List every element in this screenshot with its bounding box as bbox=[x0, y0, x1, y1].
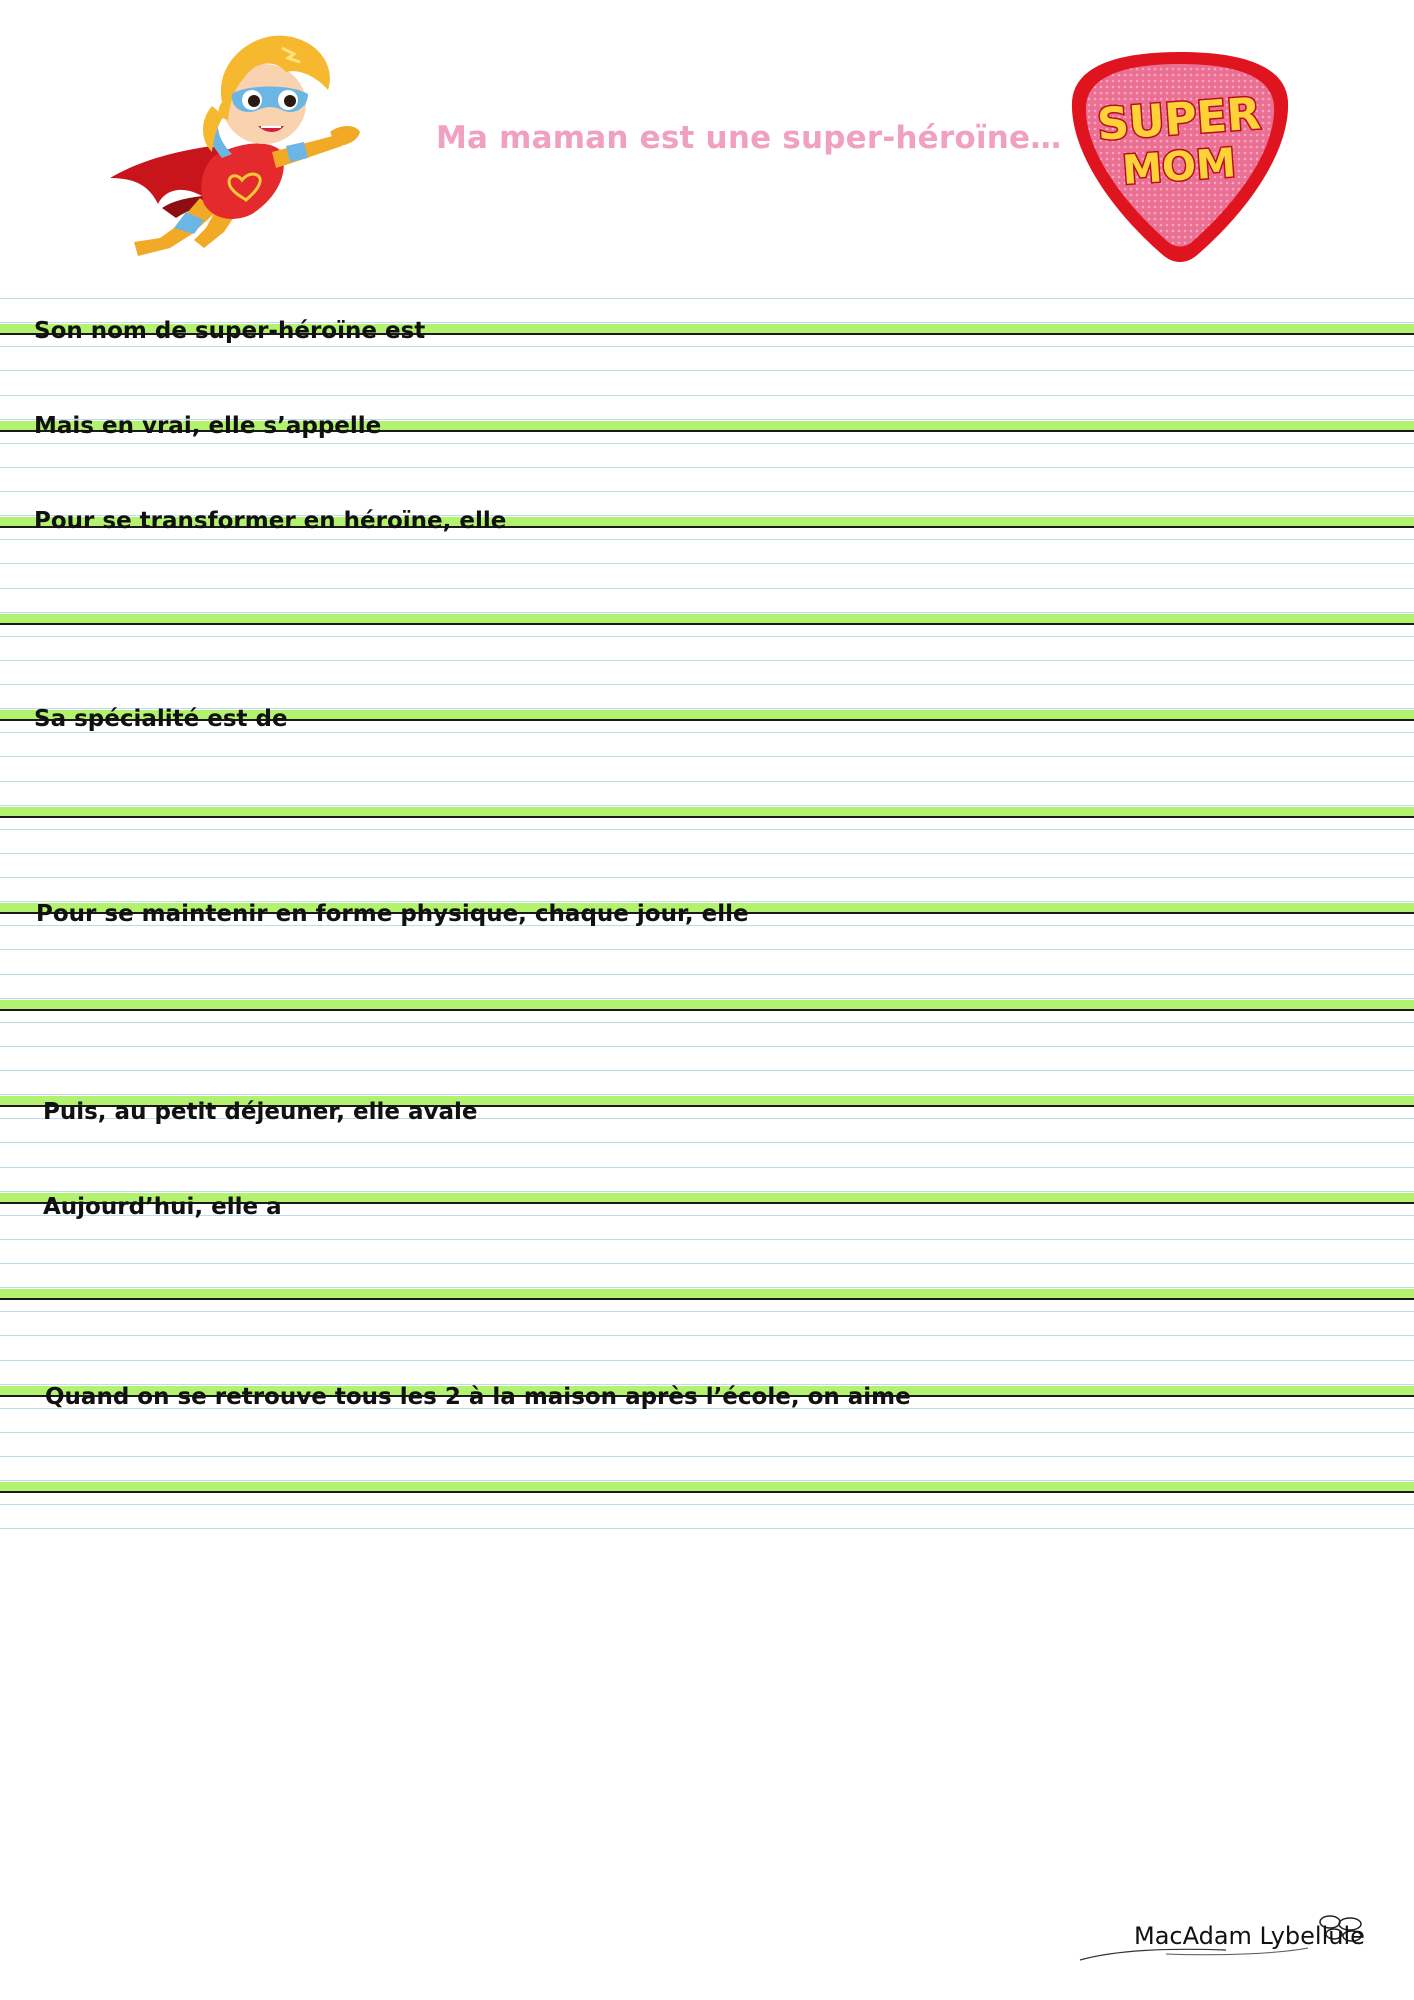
ruled-guide-line bbox=[0, 588, 1414, 589]
writing-baseline bbox=[0, 1491, 1414, 1493]
prompt-real-name: Mais en vrai, elle s’appelle bbox=[34, 413, 382, 439]
prompt-speciality: Sa spécialité est de bbox=[34, 706, 288, 732]
ruled-guide-line bbox=[0, 298, 1414, 299]
ruled-guide-line bbox=[0, 1239, 1414, 1240]
ruled-guide-line bbox=[0, 1263, 1414, 1264]
prompt-today: Aujourd’hui, elle a bbox=[43, 1194, 282, 1220]
writing-band bbox=[0, 807, 1414, 816]
flying-superheroine-illustration bbox=[104, 28, 384, 264]
writing-band bbox=[0, 614, 1414, 623]
writing-band bbox=[0, 1289, 1414, 1298]
ruled-guide-line bbox=[0, 1142, 1414, 1143]
super-mom-badge bbox=[1068, 48, 1292, 266]
ruled-guide-line bbox=[0, 370, 1414, 371]
ruled-guide-line bbox=[0, 443, 1414, 444]
logo-text: MacAdam Lybellule bbox=[1134, 1922, 1365, 1950]
ruled-guide-line bbox=[0, 491, 1414, 492]
ruled-guide-line bbox=[0, 1480, 1414, 1481]
ruled-guide-line bbox=[0, 756, 1414, 757]
ruled-guide-line bbox=[0, 1311, 1414, 1312]
writing-band bbox=[0, 1482, 1414, 1491]
writing-baseline bbox=[0, 623, 1414, 625]
ruled-guide-line bbox=[0, 1456, 1414, 1457]
ruled-guide-line bbox=[0, 1022, 1414, 1023]
page-title: Ma maman est une super-héroïne… bbox=[436, 120, 1062, 156]
ruled-guide-line bbox=[0, 1094, 1414, 1095]
ruled-guide-line bbox=[0, 974, 1414, 975]
ruled-guide-line bbox=[0, 805, 1414, 806]
ruled-guide-line bbox=[0, 346, 1414, 347]
ruled-guide-line bbox=[0, 949, 1414, 950]
writing-band bbox=[0, 1000, 1414, 1009]
ruled-guide-line bbox=[0, 1528, 1414, 1529]
ruled-guide-line bbox=[0, 563, 1414, 564]
ruled-guide-line bbox=[0, 1432, 1414, 1433]
macadam-lybellule-logo bbox=[1076, 1910, 1376, 1970]
writing-baseline bbox=[0, 1298, 1414, 1300]
ruled-guide-line bbox=[0, 732, 1414, 733]
ruled-guide-line bbox=[0, 539, 1414, 540]
ruled-guide-line bbox=[0, 877, 1414, 878]
prompt-after-school: Quand on se retrouve tous les 2 à la maison après l’école, on aime bbox=[45, 1384, 911, 1410]
ruled-guide-line bbox=[0, 660, 1414, 661]
ruled-guide-line bbox=[0, 1167, 1414, 1168]
prompt-fitness: Pour se maintenir en forme physique, chaque jour, elle bbox=[36, 901, 749, 927]
ruled-guide-line bbox=[0, 395, 1414, 396]
ruled-guide-line bbox=[0, 781, 1414, 782]
ruled-guide-line bbox=[0, 636, 1414, 637]
ruled-guide-line bbox=[0, 1335, 1414, 1336]
ruled-guide-line bbox=[0, 1360, 1414, 1361]
prompt-transformation: Pour se transformer en héroïne, elle bbox=[34, 508, 507, 534]
ruled-guide-line bbox=[0, 1287, 1414, 1288]
prompt-hero-name: Son nom de super-héroïne est bbox=[34, 318, 426, 344]
ruled-guide-line bbox=[0, 467, 1414, 468]
ruled-guide-line bbox=[0, 684, 1414, 685]
ruled-guide-line bbox=[0, 1191, 1414, 1192]
writing-baseline bbox=[0, 1009, 1414, 1011]
writing-baseline bbox=[0, 816, 1414, 818]
ruled-guide-line bbox=[0, 853, 1414, 854]
ruled-guide-line bbox=[0, 1046, 1414, 1047]
badge-text-super: SUPER bbox=[1095, 88, 1263, 151]
prompt-breakfast: Puis, au petit déjeuner, elle avale bbox=[43, 1099, 478, 1125]
ruled-guide-line bbox=[0, 612, 1414, 613]
ruled-guide-line bbox=[0, 1504, 1414, 1505]
badge-text-mom: MOM bbox=[1120, 140, 1238, 194]
ruled-guide-line bbox=[0, 829, 1414, 830]
ruled-guide-line bbox=[0, 1070, 1414, 1071]
ruled-guide-line bbox=[0, 998, 1414, 999]
